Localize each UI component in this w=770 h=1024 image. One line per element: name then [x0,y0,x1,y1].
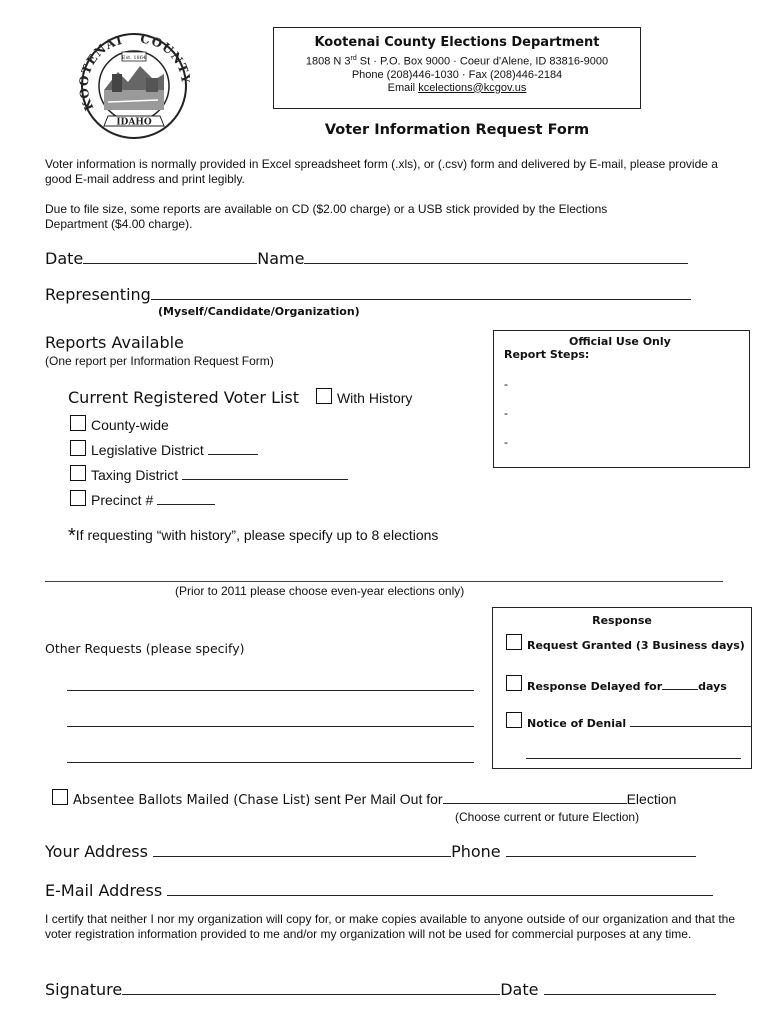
taxing-district-field[interactable] [182,479,348,480]
seal-county-text: COUNT [139,31,190,77]
voter-list-row [68,388,412,408]
phone-field[interactable] [506,856,696,857]
address-line: 1808 N 3rd St · P.O. Box 9000 · Coeur d'Alene, ID 83816-9000 [305,55,609,68]
your-address-field[interactable] [153,856,451,857]
legislative-district-field[interactable] [208,454,258,455]
signature-row [45,980,716,999]
absentee-checkbox[interactable] [52,789,68,805]
request-granted-option[interactable]: Request Granted (3 Business days) [506,634,745,652]
department-name: Kootenai County Elections Department [314,35,600,50]
intro-paragraph: Voter information is normally provided in Excel spreadsheet form (.xls), or (.csv) form and delivered by E-mail, please provide a good E-mail address and print legibly. [45,157,718,186]
denial-continuation-line[interactable] [526,758,741,759]
seal-kootenai-text: KOOTENAI [78,32,125,113]
response-box [492,607,752,769]
form-title: Voter Information Request Form [324,122,590,138]
county-wide-option[interactable]: County-wide [70,415,169,433]
other-request-line[interactable] [67,762,474,763]
email-address-label: E-Mail Address [45,881,163,900]
with-history-checkbox[interactable] [316,388,332,404]
official-use-title: Official Use Only [569,335,671,348]
response-delayed-option[interactable]: Response Delayed for days [506,675,727,693]
seal-year: Est. 1864 [121,55,147,61]
reports-subheading: (One report per Information Request Form) [45,354,274,368]
absentee-hint: (Choose current or future Election) [455,810,640,824]
absentee-row: Absentee Ballots Mailed (Chase List) sent Per Mail Out for Election [52,789,676,808]
your-address-label: Your Address [45,842,148,861]
notice-of-denial-checkbox[interactable] [506,712,522,728]
signature-date-field[interactable] [544,994,716,995]
name-label: Name [257,249,305,268]
delayed-days-field[interactable] [662,689,698,690]
report-step: - [504,377,508,391]
other-requests-label: Other Requests (please specify) [45,641,245,656]
date2-label: Date [500,980,539,999]
representing-label: Representing [45,285,151,304]
response-title: Response [592,614,652,627]
legislative-district-checkbox[interactable] [70,440,86,456]
date-name-row [45,249,688,268]
response-delayed-checkbox[interactable] [506,675,522,691]
county-wide-checkbox[interactable] [70,415,86,431]
legislative-district-option[interactable]: Legislative District [70,440,258,458]
name-field[interactable] [304,263,688,264]
certify-statement: I certify that neither I nor my organization will copy for, or make copies available to anyone outside of our organization and that the voter registration information provided to me and/or my organization will not be used for commercial purposes at any time. [45,912,735,941]
report-step: - [504,406,508,420]
signature-label: Signature [45,980,123,999]
date-label: Date [45,249,84,268]
email-row [45,881,713,900]
seal-idaho-text: IDAHO [116,117,152,128]
precinct-checkbox[interactable] [70,490,86,506]
precinct-option[interactable]: Precinct # [70,490,215,508]
other-request-line[interactable] [67,690,474,691]
email-link[interactable]: kcelections@kcgov.us [418,81,527,94]
address-phone-row [45,842,696,861]
phone-label: Phone [451,842,501,861]
prior-note: (Prior to 2011 please choose even-year elections only) [175,584,465,598]
reports-heading: Reports Available [45,333,184,352]
representing-field[interactable] [151,299,691,300]
mail-out-field[interactable] [443,803,627,804]
denial-field[interactable] [630,726,752,727]
representing-hint: (Myself/Candidate/Organization) [158,305,360,318]
precinct-field[interactable] [157,504,215,505]
absentee-label: Absentee Ballots Mailed (Chase List) [73,793,311,808]
file-size-paragraph: Due to file size, some reports are available on CD ($2.00 charge) or a USB stick provided by the Elections Department ($4.00 charge). [45,202,608,231]
elections-field[interactable] [45,581,723,582]
history-note: *If requesting “with history”, please specify up to 8 elections [68,525,439,547]
request-granted-checkbox[interactable] [506,634,522,650]
email-line: Email kcelections@kcgov.us [387,81,527,94]
other-request-line[interactable] [67,726,474,727]
report-step: - [504,435,508,449]
asterisk: * [68,525,76,547]
email-address-field[interactable] [167,895,713,896]
signature-field[interactable] [122,994,500,995]
with-history-label: With History [336,390,413,406]
phone-fax-line: Phone (208)446-1030 · Fax (208)446-2184 [351,68,563,81]
representing-row [45,285,691,304]
department-address-box [273,27,641,109]
taxing-district-option[interactable]: Taxing District [70,465,348,483]
county-seal [78,30,190,142]
date-field[interactable] [83,263,257,264]
voter-list-label: Current Registered Voter List [68,388,300,407]
notice-of-denial-option[interactable]: Notice of Denial [506,712,752,730]
official-use-box [493,330,750,468]
taxing-district-checkbox[interactable] [70,465,86,481]
report-steps-label: Report Steps: [504,348,590,361]
